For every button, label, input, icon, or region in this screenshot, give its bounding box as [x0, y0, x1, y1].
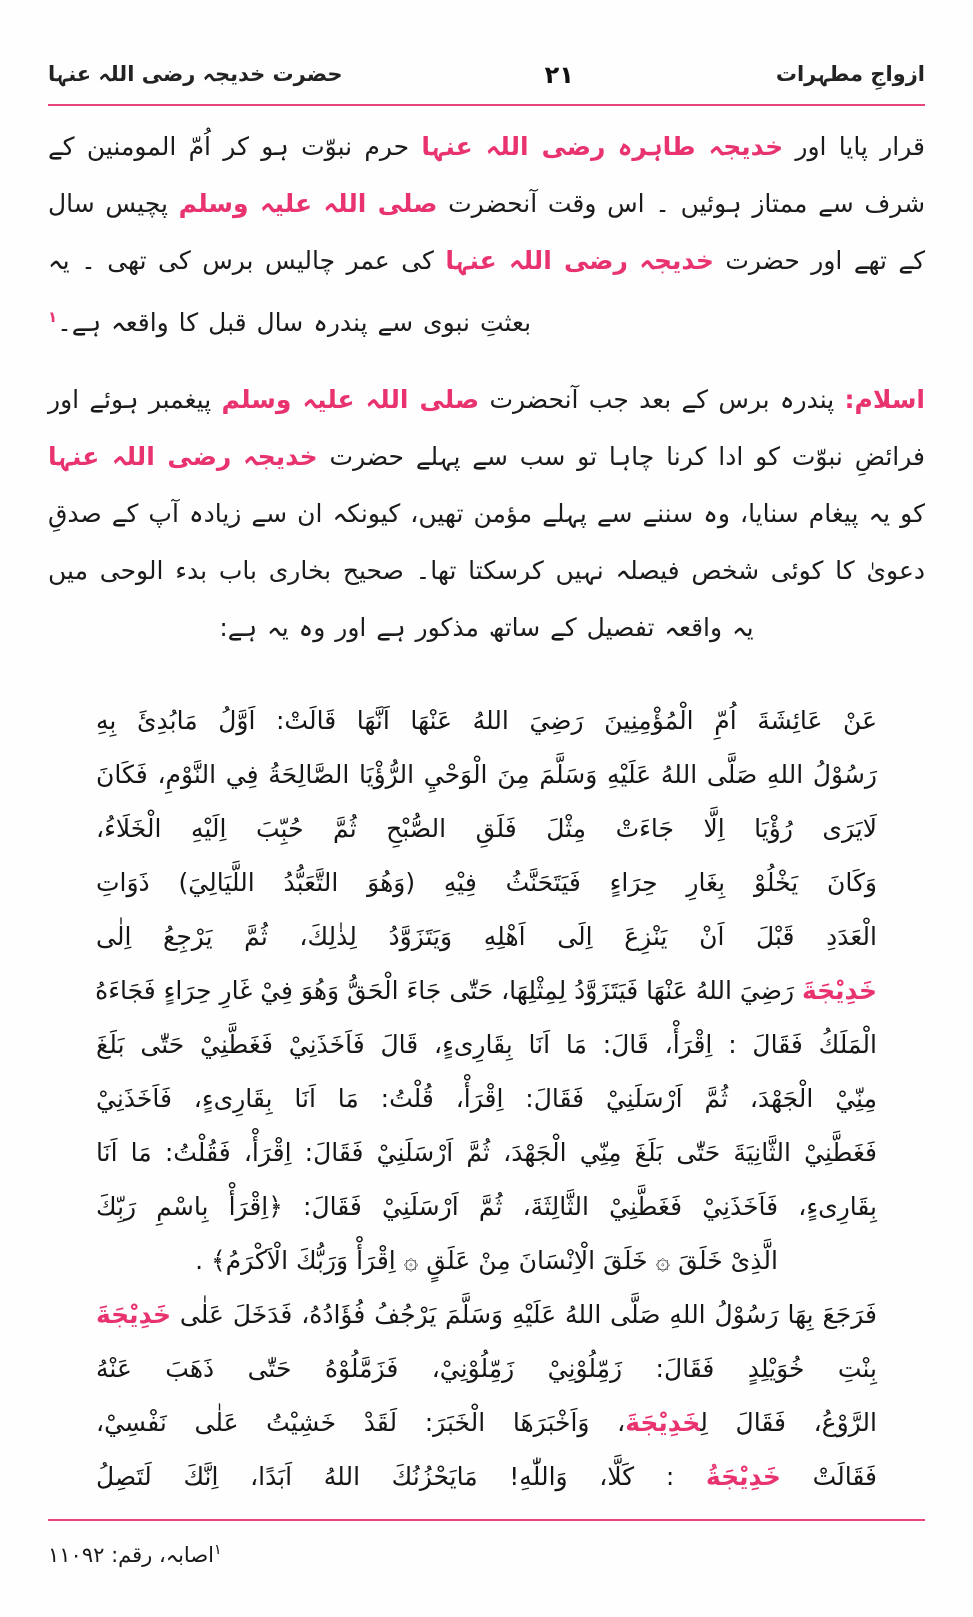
hadith-line-1: عَنْ عَائِشَةَ اُمِّ الْمُؤْمِنِينَ رَضِيَ اللهُ عَنْهَا اَنَّهَا قَالَتْ: اَوَّلُ مَابُدِئَ بِهِ: [96, 706, 877, 735]
paragraph-2-line-1: پندرہ برس کے بعد جب آنحضرت صلی اللہ علیہ وسلم پیغمبر ہوئے اور فرائضِ نبوّت کو ادا کرنا چاہا تو: [48, 385, 925, 471]
page-number: ۲۱: [544, 61, 574, 89]
paragraph-1-line-3: یہ بعثتِ نبوی سے پندرہ سال قبل کا واقعہ ہے۔: [48, 246, 532, 337]
footnote-divider-rule: [48, 1519, 925, 1521]
hadith-line-15: فَقَالَتْ خَدِيْجَةُ : كَلَّا، وَاللّٰهِ! مَايَحْزُنُكَ اللهُ اَبَدًا، اِنَّكَ لَتَصِلُ: [96, 1462, 877, 1491]
page-header: [48, 52, 925, 98]
hadith-line-2: رَسُوْلُ اللهِ صَلَّى اللهُ عَلَيْهِ وَسَلَّمَ مِنَ الْوَحْيِ الرُّؤْيَا الصَّالِحَةُ فِي النَّوْمِ، فَكَانَ: [96, 760, 877, 789]
hadith-line-5: الْعَدَدِ قَبْلَ اَنْ يَنْزِعَ اِلَى اَهْلِهِ وَيَتَزَوَّدُ لِذٰلِكَ، ثُمَّ يَرْجِعُ اِلٰى: [96, 922, 877, 951]
hadith-line-11-quran-verse: الَّذِىْ خَلَقَ ۞ خَلَقَ الْاِنْسَانَ مِنْ عَلَقٍ ۞ اِقْرَأْ وَرَبُّكَ الْاَكْرَمُ﴾ .: [195, 1246, 778, 1275]
paragraph-2-line-3: سے زیادہ آپ کے صدقِ دعویٰ کا کوئی شخص فیصلہ نہیں کرسکتا تھا۔ صحیح بخاری باب بدء الوحی میں: [48, 499, 925, 585]
paragraph-2-line-4: یہ واقعہ تفصیل کے ساتھ مذکور ہے اور وہ یہ ہے:: [219, 613, 754, 642]
footnote-marker-1: ۱: [48, 308, 58, 326]
hadith-line-4: وَكَانَ يَخْلُوْ بِغَارِ حِرَاءٍ فَيَتَحَنَّثُ فِيْهِ (وَهُوَ التَّعَبُّدُ اللَّيَالِيَ) ذَوَاتِ: [96, 868, 877, 897]
hadith-line-12: فَرَجَعَ بِهَا رَسُوْلُ اللهِ صَلَّى اللهُ عَلَيْهِ وَسَلَّمَ يَرْجُفُ فُؤَادُهُ، فَدَخَلَ عَلٰى خَدِيْجَةَ: [96, 1300, 877, 1329]
hadith-line-6: خَدِيْجَةَ رَضِيَ اللهُ عَنْهَا فَيَتَزَوَّدُ لِمِثْلِهَا، حَتّٰى جَاءَ الْحَقُّ وَهُوَ فِيْ غَارِ حِرَاءٍ فَجَاءَهُ: [95, 976, 877, 1005]
paragraph-1-line-1: قرار پایا اور خدیجہ طاہرہ رضی اللہ عنہا حرم نبوّت ہو کر اُمّ المومنین کے شرف سے ممتاز ہوئیں ۔ اس: [48, 132, 926, 218]
hadith-line-14: الرَّوْعُ، فَقَالَ لِخَدِيْجَةَ، وَاَخْبَرَهَا الْخَبَرَ: لَقَدْ خَشِيْتُ عَلٰى نَفْسِيْ،: [96, 1408, 877, 1437]
paragraph-2-heading-label: اسلام:: [844, 385, 925, 414]
hadith-line-13: بِنْتِ خُوَيْلِدٍ فَقَالَ: زَمِّلُوْنِيْ زَمِّلُوْنِيْ، فَزَمَّلُوْهُ حَتّٰى ذَهَبَ عَنْهُ: [96, 1354, 877, 1383]
header-left-title: حضرت خدیجہ رضی اللہ عنہا: [48, 62, 343, 87]
footnote-number: ۱: [213, 1542, 222, 1558]
header-right-title: ازواجِ مطہرات: [775, 62, 925, 87]
header-divider-rule: [48, 104, 925, 106]
footnote-area: [48, 1542, 925, 1567]
paragraph-2-line-2: سب سے پہلے حضرت خدیجہ رضی اللہ عنہا کو یہ پیغام سنایا، وہ سننے سے پہلے مؤمن تھیں، کیونکہ ان: [48, 442, 925, 528]
footnote-text: اصابہ، رقم: ۱۱۰۹۲: [48, 1543, 214, 1567]
hadith-quote-block: [48, 694, 925, 1504]
hadith-line-10: بِقَارِیءٍ، فَاَخَذَنِيْ فَغَطَّنِيْ الثَّالِثَةَ، ثُمَّ اَرْسَلَنِيْ فَقَالَ: ﴿اِقْرَأْ بِاسْمِ رَبِّكَ: [96, 1192, 877, 1221]
hadith-line-8: مِنِّيْ الْجَهْدَ، ثُمَّ اَرْسَلَنِيْ فَقَالَ: اِقْرَأْ، قُلْتُ: مَا اَنَا بِقَارِیءٍ، فَاَخَذَنِيْ: [96, 1084, 877, 1113]
paragraph-1: [48, 118, 925, 351]
paragraph-1-line-2: وقت آنحضرت صلی اللہ علیہ وسلم پچیس سال کے تھے اور حضرت خدیجہ رضی اللہ عنہا کی عمر چالیس برس کی تھی ۔: [48, 189, 925, 275]
page-content: [48, 118, 925, 1497]
hadith-line-3: لَايَرَى رُؤْيَا اِلَّا جَاءَتْ مِثْلَ فَلَقِ الصُّبْحِ ثُمَّ حُبِّبَ اِلَيْهِ الْخَلَاءُ،: [96, 814, 877, 843]
paragraph-2: [48, 371, 925, 656]
hadith-line-9: فَغَطَّنِيْ الثَّانِيَةَ حَتّٰى بَلَغَ مِنِّي الْجَهْدَ، ثُمَّ اَرْسَلَنِيْ فَقَالَ: اِقْرَأْ، فَقُلْتُ: مَا اَنَا: [96, 1138, 877, 1167]
hadith-line-7: الْمَلَكُ فَقَالَ : اِقْرَأْ، قَالَ: مَا اَنَا بِقَارِیءٍ، قَالَ فَاَخَذَنِيْ فَغَطَّنِيْ حَتّٰى بَلَغَ: [96, 1030, 877, 1059]
